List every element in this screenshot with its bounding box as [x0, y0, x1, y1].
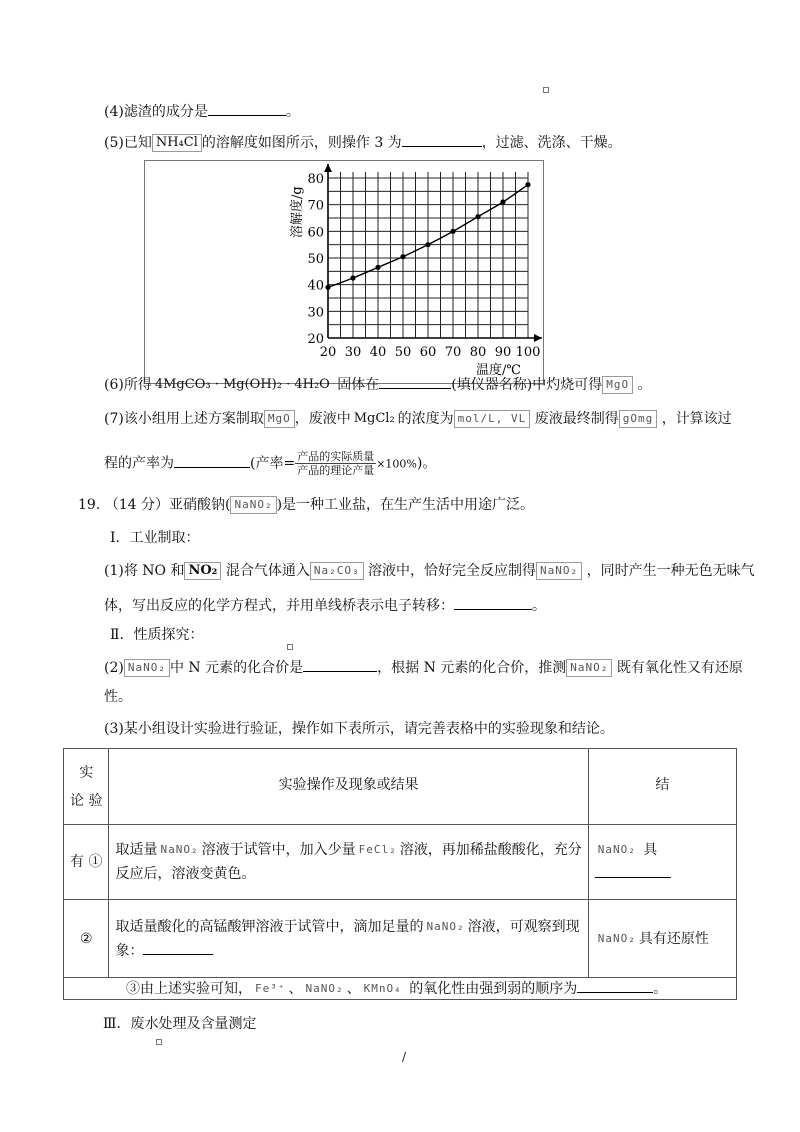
data-point: [400, 254, 405, 259]
x-tick-label: 90: [494, 345, 512, 360]
answer-blank[interactable]: [595, 863, 671, 878]
section-1-title: Ⅰ．工业制取：: [110, 530, 200, 546]
x-tick-label: 50: [394, 345, 412, 360]
table-row: [64, 900, 737, 978]
y-tick-label: 20: [307, 332, 324, 347]
formula-nano2: NaNO₂: [536, 562, 582, 580]
formula-nano2: NaNO₂: [124, 659, 170, 677]
sub-question-2: (2) NaNO₂ 中 N 元素的化合价是 ，根据 N 元素的化合价，推测 NaNO₂ 既有氧化性又有还原: [104, 657, 743, 677]
y-tick-label: 60: [307, 225, 324, 241]
row-3-conclusion: ③由上述实验可知， Fe³⁺ 、 NaNO₂ 、 KMnO₄ 的氧化性由强到弱的顺序为 。: [64, 978, 737, 1000]
data-point: [375, 265, 380, 270]
row-1-operation: 取适量 NaNO₂ 溶液于试管中，加入少量 FeCl₂ 溶液，再加稀盐酸酸化，充分 反应后，溶液变黄色。: [109, 825, 588, 900]
question-19: 19. （14 分）亚硝酸钠( NaNO₂ )是一种工业盐，在生产生活中用途广泛。: [78, 497, 535, 513]
formula-nh4cl: NH₄Cl: [152, 134, 202, 152]
data-point: [475, 214, 480, 219]
answer-blank[interactable]: [174, 453, 250, 468]
formula-nano2: NaNO₂: [566, 659, 612, 677]
sub-question-1: (1)将 NO 和 NO₂ 混合气体通入 Na₂CO₃ 溶液中，恰好完全反应制得 NaNO₂ ，同时产生一种无色无味气: [104, 563, 755, 579]
solubility-chart: [0, 0, 800, 400]
row-2-operation: 取适量酸化的高锰酸钾溶液于试管中，滴加足量的 NaNO₂ 溶液，可观察到现 象：: [109, 900, 588, 978]
header-cell-conclusion: 结: [588, 749, 736, 825]
table-row: [64, 825, 737, 900]
x-tick-label: 70: [444, 345, 462, 360]
x-tick-label: 40: [369, 345, 387, 360]
formula-no2: NO₂: [184, 562, 221, 580]
x-axis-label: 温度/℃: [476, 363, 521, 378]
sub-question-2-line2: 性。: [104, 689, 132, 705]
sub-question-3: (3)某小组设计实验进行验证，操作如下表所示，请完善表格中的实验现象和结论。: [104, 721, 614, 737]
y-tick-label: 30: [307, 305, 324, 321]
scan-mark: [287, 644, 293, 650]
question-7-line2: 程的产率为 (产率= $\frac{\text{产品的实际质量}}{\text{产品的理论产量}}$ ×100%)。: [104, 450, 437, 477]
section-3-title: Ⅲ．废水处理及含量测定: [103, 1016, 257, 1032]
question-6: (6)所得 4MgCO₃ · Mg(OH)₂ · 4H₂O 固体在 (填仪器名称)中灼烧可得 MgO 。: [104, 374, 652, 394]
y-tick-label: 50: [307, 252, 324, 267]
table-row: [64, 978, 737, 1000]
x-tick-label: 30: [344, 345, 362, 360]
answer-blank[interactable]: [143, 940, 213, 955]
data-point: [450, 229, 455, 234]
sub-question-1-line2: 体，写出反应的化学方程式，并用单线桥表示电子转移： 。: [104, 595, 546, 615]
y-tick-label: 70: [307, 198, 324, 214]
data-point: [325, 285, 330, 290]
chart-axes: [324, 164, 542, 342]
y-tick-label: 40: [307, 278, 324, 294]
answer-blank[interactable]: [454, 595, 532, 610]
y-axis-arrow: [324, 164, 332, 172]
question-7: (7)该小组用上述方案制取 MgO ，废液中 MgCl₂ 的浓度为 mol/L, VL 废液最终制得 gOmg ，计算该过: [104, 411, 732, 427]
concentration-box: mol/L, VL: [454, 410, 531, 428]
formula-na2co3: Na₂CO₃: [310, 562, 364, 580]
formula-nano2: NaNO₂: [230, 496, 276, 514]
x-axis-arrow: [534, 334, 542, 342]
page-footer: /: [402, 1050, 407, 1064]
row-1-conclusion: NaNO₂ 具: [588, 825, 736, 900]
answer-blank[interactable]: [379, 374, 451, 389]
formula-mgcl2: MgCl₂: [353, 411, 395, 426]
formula-mgo: MgO: [602, 376, 633, 394]
header-cell-operation: 实验操作及现象或结果: [109, 749, 588, 825]
x-tick-label: 80: [469, 345, 487, 360]
scan-mark: [156, 1039, 162, 1045]
mass-box: gOmg: [619, 410, 658, 428]
experiment-table: [63, 748, 737, 1000]
answer-blank[interactable]: [577, 978, 653, 993]
row-2-conclusion: NaNO₂ 具有还原性: [588, 900, 736, 978]
data-point: [500, 199, 505, 204]
data-point: [425, 242, 430, 247]
yield-fraction: $\frac{\text{产品的实际质量}}{\text{产品的理论产量}}$: [297, 450, 375, 477]
section-2-title: Ⅱ．性质探究：: [110, 627, 204, 643]
x-tick-label: 100: [515, 345, 541, 360]
question-4: (4)滤渣的成分是 。: [104, 101, 300, 121]
table-header-row: [64, 749, 737, 825]
answer-blank[interactable]: [303, 657, 377, 672]
x-tick-label: 20: [319, 345, 337, 360]
row-label-2: ②: [64, 900, 109, 978]
formula-mgo: MgO: [264, 410, 295, 428]
header-cell-experiment: 实 论 验: [64, 749, 109, 825]
chart-grid: [328, 172, 528, 338]
x-tick-label: 60: [419, 345, 437, 360]
question-5: (5)已知 NH₄Cl 的溶解度如图所示，则操作 3 为 ，过滤、洗涤、干燥。: [104, 132, 622, 152]
data-point: [350, 275, 355, 280]
row-label-1: 有 ①: [64, 825, 109, 900]
y-axis-label: 溶解度/g: [290, 186, 305, 238]
y-tick-label: 80: [307, 172, 324, 187]
data-point: [525, 182, 530, 187]
formula-basic-magnesium-carbonate: 4MgCO₃ · Mg(OH)₂ · 4H₂O: [154, 377, 330, 392]
